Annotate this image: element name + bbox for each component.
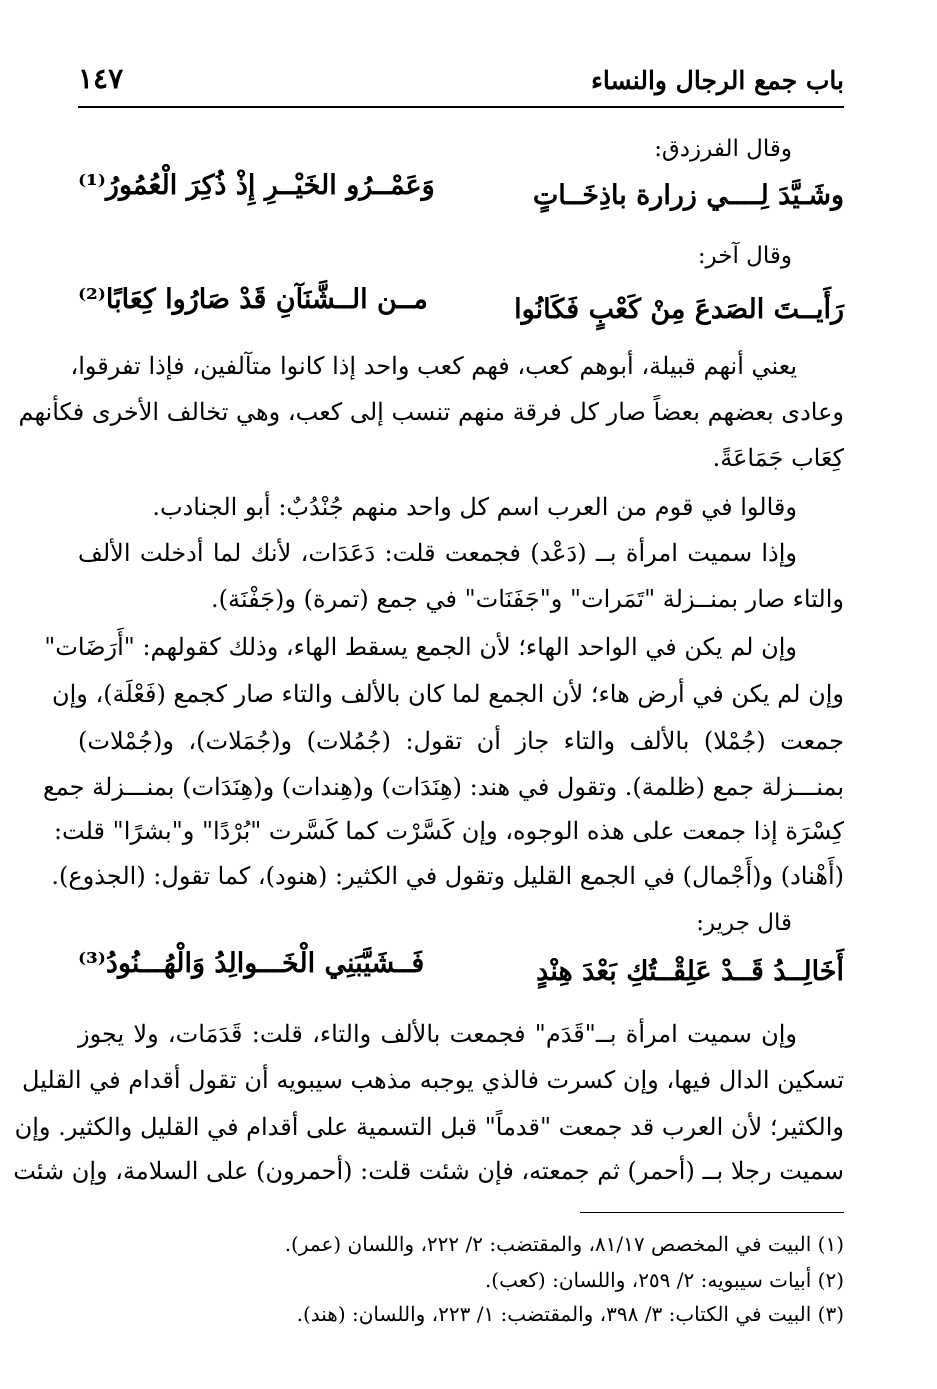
paragraph-line: بمنـــزلة جمع (ظلمة). وتقول في هند: (هِنَدَات) و(هِندات) و(هِنَدَات) بمنـــزلة جمع	[43, 773, 844, 801]
paragraph-line: وإن سميت امرأة بــ"قَدَم" فجمعت بالألف والتاء، قلت: قَدَمَات، ولا يجوز	[78, 1020, 797, 1048]
paragraph-line: وعادى بعضهم بعضاً صار كل فرقة منهم تنسب إلى كعب، وهي تخالف الأخرى فكأنهم	[18, 398, 844, 426]
paragraph-line: وإن لم يكن في أرض هاء؛ لأن الجمع لما كان بالألف والتاء صار كجمع (فَعْلَة)، وإن	[51, 680, 844, 708]
verse-intro: وقال الفرزدق:	[654, 136, 792, 162]
paragraph-line: جمعت (جُمْلا) بالألف والتاء جاز أن تقول: (جُمُلات) و(جُمَلات)، و(جُمْلات)	[78, 727, 844, 755]
verse-second-hemistich: وَعَمْــرُو الخَيْــرِ إِذْ ذُكِرَ الْعُمُورُ⁽¹⁾	[78, 170, 435, 201]
paragraph-line: وإذا سميت امرأة بــ (دَعْد) فجمعت قلت: دَعَدَات، لأنك لما أدخلت الألف	[78, 539, 797, 567]
footnote: (٣) البيت في الكتاب: ٣/ ٣٩٨، والمقتضب: ١/ ٢٢٣، واللسان: (هند).	[296, 1302, 844, 1326]
paragraph-line: والتاء صار بمنــزلة "تَمَرات" و"جَفَنَات" في جمع (تمرة) و(جَفْنَة).	[210, 585, 844, 613]
footnote-divider	[580, 1212, 844, 1213]
verse-first-hemistich: وشَـيَّدَ لِــــي زرارة باذِخَــاتٍ	[532, 180, 844, 211]
footnote: (١) البيت في المخصص ٨١/١٧، والمقتضب: ٢/ ٢٢٢، واللسان (عمر).	[284, 1232, 844, 1256]
paragraph-line: كِسْرَة إذا جمعت على هذه الوجوه، وإن كَسَّرْت كما كَسَّرت "بُرْدًا" و"بشرًا" قلت:	[53, 817, 844, 845]
paragraph-line: سميت رجلا بــ (أحمر) ثم جمعته، فإن شئت قلت: (أحمرون) على السلامة، وإن شئت	[13, 1157, 844, 1185]
verse-intro: قال جرير:	[696, 910, 792, 936]
verse-second-hemistich: مــن الــشَّنَآنِ قَدْ صَارُوا كِعَابًا⁽²⁾	[78, 284, 428, 315]
verse-first-hemistich: رَأَيــتَ الصَدعَ مِنْ كَعْبٍ فَكَانُوا	[514, 294, 844, 325]
page-number: ١٤٧	[78, 62, 124, 95]
paragraph-line: كِعَاب جَمَاعَةً.	[712, 444, 844, 472]
chapter-title: باب جمع الرجال والنساء	[591, 66, 844, 95]
paragraph-line: يعني أنهم قبيلة، أبوهم كعب، فهم كعب واحد إذا كانوا متآلفين، فإذا تفرقوا،	[70, 352, 797, 380]
verse-intro: وقال آخر:	[697, 243, 792, 269]
paragraph-line: والكثير؛ لأن العرب قد جمعت "قدماً" قبل التسمية على أقدام في القليل والكثير. وإن	[14, 1113, 844, 1141]
running-header	[78, 58, 844, 108]
paragraph-line: وإن لم يكن في الواحد الهاء؛ لأن الجمع يسقط الهاء، وذلك كقولهم: "أَرَضَات"	[44, 633, 797, 661]
verse-first-hemistich: أَخَالِــدُ قَــدْ عَلِقْــتُكِ بَعْدَ هِنْدٍ	[536, 956, 844, 987]
paragraph-line: (أَهْناد) و(أَجْمال) في الجمع القليل وتقول في الكثير: (هنود)، كما تقول: (الجذوع).	[51, 862, 844, 890]
footnote: (٢) أبيات سيبويه: ٢/ ٢٥٩، واللسان: (كعب).	[484, 1268, 844, 1292]
paragraph-line: تسكين الدال فيها، وإن كسرت فالذي يوجبه مذهب سيبويه أن تقول أقدام في القليل	[22, 1066, 844, 1094]
verse-second-hemistich: فَــشَيَّبَنِي الْخَـــوالِدُ وَالْهُـــنُودُ⁽³⁾	[78, 948, 425, 979]
paragraph-line: وقالوا في قوم من العرب اسم كل واحد منهم جُنْدُبٌ: أبو الجنادب.	[152, 493, 797, 521]
